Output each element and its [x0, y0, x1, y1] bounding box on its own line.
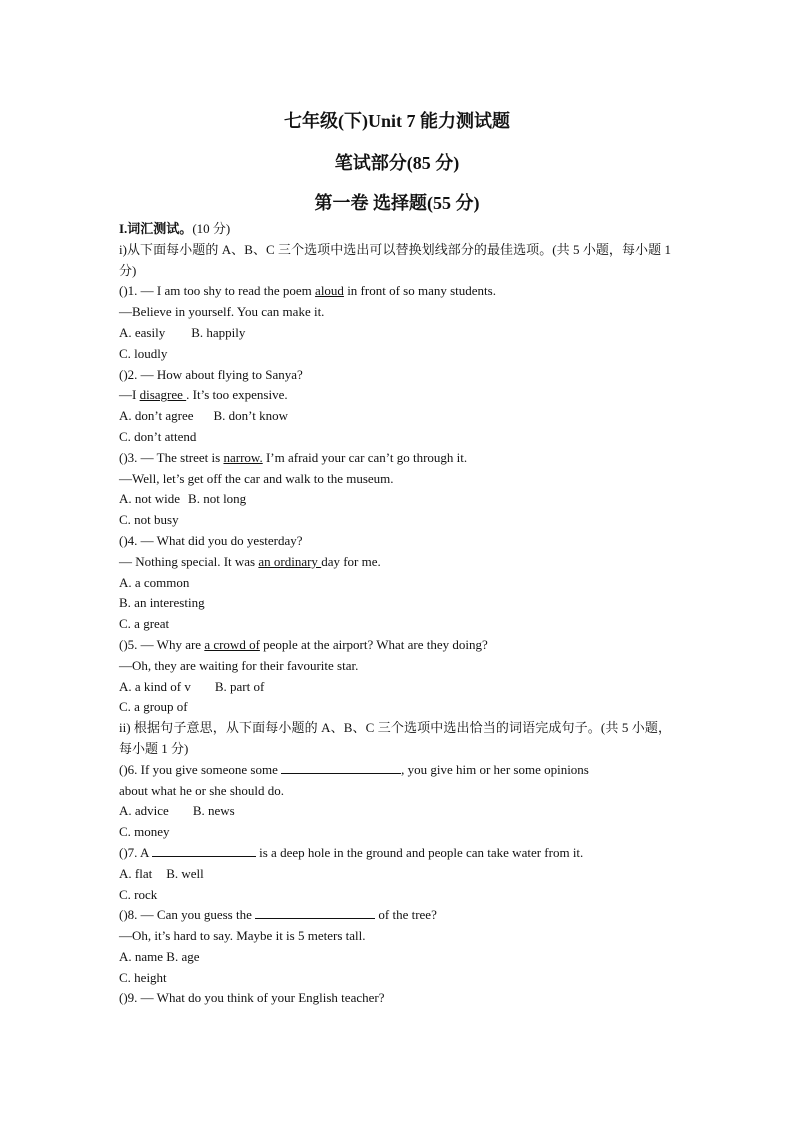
- section-heading: 第一卷 选择题(55 分): [314, 193, 480, 213]
- q5-option-a: A. a kind of v: [119, 678, 191, 694]
- q5-stem: ()5. — Why are a crowd of people at the airport? What are they doing?: [119, 636, 488, 652]
- q6-option-b: B. news: [192, 803, 235, 819]
- q2-underlined: disagree: [139, 387, 187, 403]
- q6-stem: ()6. If you give someone some , you give him or her some opinions: [119, 761, 589, 777]
- q4-option-b: B. an interesting: [119, 595, 205, 611]
- q6-answer-blank[interactable]: [281, 760, 401, 774]
- part1-heading: [119, 219, 671, 240]
- q2-options-ab: [119, 406, 671, 427]
- q3-option-a: A. not wide: [119, 491, 181, 507]
- q3-option-b: B. not long: [188, 491, 247, 507]
- q4-underlined: an ordinary: [258, 553, 322, 569]
- q7-option-b: B. well: [166, 865, 204, 881]
- q3-options-ab: [119, 489, 671, 510]
- q7-option-c: C. rock: [119, 886, 158, 902]
- question-content: [119, 219, 671, 1009]
- q1-option-c: C. loudly: [119, 345, 168, 361]
- q6-option-c: C. money: [119, 824, 170, 840]
- q5-reply: —Oh, they are waiting for their favourite star.: [119, 657, 359, 673]
- q4-option-c: C. a great: [119, 616, 170, 632]
- q7-option-a: A. flat: [119, 865, 153, 881]
- q6-option-a: A. advice: [119, 803, 169, 819]
- q1-option-b: B. happily: [191, 324, 246, 340]
- part1-title: I.词汇测试。: [119, 221, 193, 236]
- q4-stem: ()4. — What did you do yesterday?: [119, 532, 303, 548]
- q6-options-ab: [119, 801, 671, 822]
- q8-option-c: C. height: [119, 969, 167, 985]
- q4-reply: — Nothing special. It was an ordinary day for me.: [119, 553, 381, 569]
- q5-underlined: a crowd of: [204, 636, 260, 652]
- q3-option-c: C. not busy: [119, 512, 179, 528]
- q6-stem-cont: about what he or she should do.: [119, 782, 285, 798]
- q9-stem: ()9. — What do you think of your English teacher?: [119, 990, 385, 1006]
- q8-stem: ()8. — Can you guess the of the tree?: [119, 907, 437, 923]
- q4-option-a: A. a common: [119, 574, 190, 590]
- q1-options-ab: [119, 323, 671, 344]
- q3-reply: —Well, let’s get off the car and walk to the museum.: [119, 470, 394, 486]
- q3-stem: ()3. — The street is narrow. I’m afraid your car can’t go through it.: [119, 449, 468, 465]
- q2-option-a: A. don’t agree: [119, 408, 194, 424]
- q2-reply: —I disagree . It’s too expensive.: [119, 387, 288, 403]
- q1-reply: —Believe in yourself. You can make it.: [119, 304, 325, 320]
- q2-option-b: B. don’t know: [213, 408, 288, 424]
- q8-options-ab: A. name B. age: [119, 948, 200, 964]
- q3-underlined: narrow.: [223, 449, 263, 465]
- part1-instruction-2: ii) 根据句子意思，从下面每小题的 A、B、C 三个选项中选出恰当的词语完成句子。(共 5 小题，每小题 1 分): [119, 720, 671, 756]
- q2-option-c: C. don’t attend: [119, 428, 197, 444]
- q8-answer-blank[interactable]: [255, 905, 375, 919]
- q1-option-a: A. easily: [119, 324, 166, 340]
- document-title: 七年级(下)Unit 7 能力测试题: [284, 111, 510, 131]
- part1-score: (10 分): [192, 221, 231, 236]
- q1-underlined: aloud: [315, 283, 344, 299]
- q1-stem: ()1. — I am too shy to read the poem aloud in front of so many students.: [119, 283, 496, 299]
- q5-options-ab: [119, 677, 671, 698]
- q2-stem: ()2. — How about flying to Sanya?: [119, 366, 303, 382]
- q5-option-b: B. part of: [214, 678, 265, 694]
- part1-instruction-1: i)从下面每小题的 A、B、C 三个选项中选出可以替换划线部分的最佳选项。(共 5 小题，每小题 1 分): [119, 241, 671, 278]
- q7-stem: ()7. A is a deep hole in the ground and people can take water from it.: [119, 844, 584, 860]
- q7-answer-blank[interactable]: [152, 843, 256, 857]
- q5-option-c: C. a group of: [119, 699, 188, 715]
- q8-reply: —Oh, it’s hard to say. Maybe it is 5 meters tall.: [119, 928, 366, 944]
- written-part-heading: 笔试部分(85 分): [334, 153, 460, 173]
- q7-options-ab: [119, 864, 671, 885]
